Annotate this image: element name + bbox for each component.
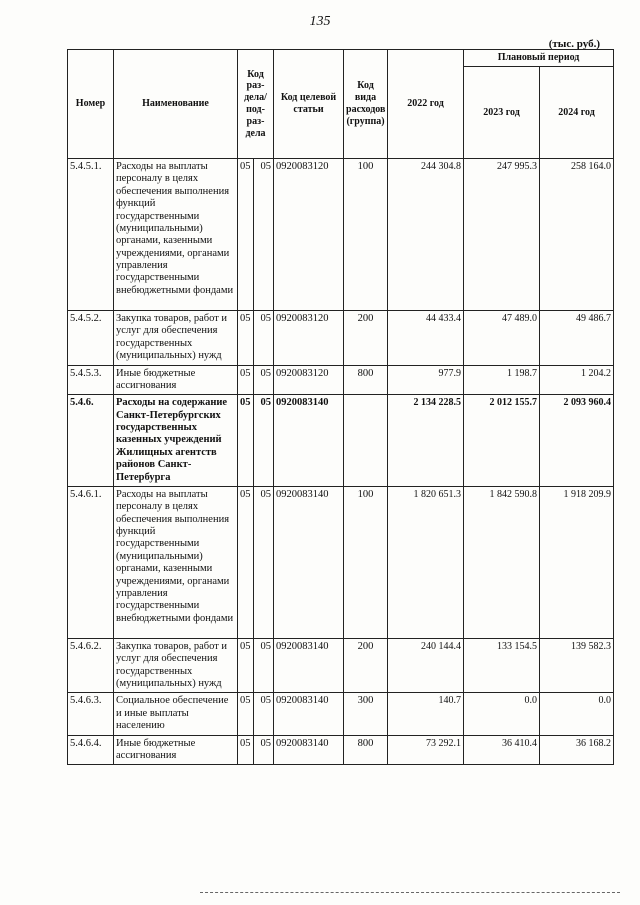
row-amount-2023: 1 842 590.8 bbox=[464, 486, 540, 638]
row-subsection-code: 05 bbox=[254, 159, 274, 311]
row-target-code: 0920083140 bbox=[274, 395, 344, 487]
row-section-code: 05 bbox=[238, 311, 254, 366]
row-amount-2023: 36 410.4 bbox=[464, 735, 540, 765]
header-number: Номер bbox=[68, 50, 114, 159]
row-subsection-code: 05 bbox=[254, 395, 274, 487]
row-amount-2023: 247 995.3 bbox=[464, 159, 540, 311]
row-section-code: 05 bbox=[238, 735, 254, 765]
row-name: Расходы на выплаты персоналу в целях обеспечения выполнения функций государственными (муниципальными) органами, казенными учреждениями, органами управления государственными внебюджетными фондами bbox=[114, 159, 238, 311]
row-subsection-code: 05 bbox=[254, 638, 274, 693]
units-label: (тыс. руб.) bbox=[548, 38, 600, 50]
row-expense-type: 200 bbox=[344, 311, 388, 366]
row-target-code: 0920083140 bbox=[274, 486, 344, 638]
header-target: Код целевой статьи bbox=[274, 50, 344, 159]
row-target-code: 0920083140 bbox=[274, 735, 344, 765]
row-number: 5.4.5.1. bbox=[68, 159, 114, 311]
table-row bbox=[68, 159, 614, 311]
header-section: Код раз-дела/ под-раз-дела bbox=[238, 50, 274, 159]
row-target-code: 0920083120 bbox=[274, 159, 344, 311]
page-number: 135 bbox=[309, 14, 331, 29]
row-amount-2024: 1 204.2 bbox=[540, 365, 614, 395]
row-section-code: 05 bbox=[238, 159, 254, 311]
table-row bbox=[68, 735, 614, 765]
row-target-code: 0920083120 bbox=[274, 365, 344, 395]
row-amount-2022: 977.9 bbox=[388, 365, 464, 395]
header-year-2023: 2023 год bbox=[464, 67, 540, 159]
row-section-code: 05 bbox=[238, 365, 254, 395]
row-number: 5.4.5.3. bbox=[68, 365, 114, 395]
row-name: Иные бюджетные ассигнования bbox=[114, 735, 238, 765]
row-amount-2022: 244 304.8 bbox=[388, 159, 464, 311]
row-target-code: 0920083140 bbox=[274, 638, 344, 693]
row-number: 5.4.6.1. bbox=[68, 486, 114, 638]
table-row bbox=[68, 486, 614, 638]
row-amount-2022: 44 433.4 bbox=[388, 311, 464, 366]
table-row bbox=[68, 693, 614, 735]
row-name: Социальное обеспечение и иные выплаты населению bbox=[114, 693, 238, 735]
table-row bbox=[68, 365, 614, 395]
row-section-code: 05 bbox=[238, 486, 254, 638]
row-amount-2024: 36 168.2 bbox=[540, 735, 614, 765]
row-amount-2024: 0.0 bbox=[540, 693, 614, 735]
row-subsection-code: 05 bbox=[254, 486, 274, 638]
row-expense-type: 200 bbox=[344, 638, 388, 693]
row-number: 5.4.6.3. bbox=[68, 693, 114, 735]
row-target-code: 0920083140 bbox=[274, 693, 344, 735]
row-amount-2022: 140.7 bbox=[388, 693, 464, 735]
row-subsection-code: 05 bbox=[254, 693, 274, 735]
row-expense-type bbox=[344, 395, 388, 487]
row-number: 5.4.6.2. bbox=[68, 638, 114, 693]
footer-divider bbox=[200, 892, 620, 893]
row-amount-2023: 133 154.5 bbox=[464, 638, 540, 693]
row-subsection-code: 05 bbox=[254, 311, 274, 366]
row-name: Расходы на выплаты персоналу в целях обеспечения выполнения функций государственными (муниципальными) органами, казенными учреждениями, органами управления государственными внебюджетными фондами bbox=[114, 486, 238, 638]
row-expense-type: 800 bbox=[344, 735, 388, 765]
row-name: Закупка товаров, работ и услуг для обеспечения государственных (муниципальных) нужд bbox=[114, 638, 238, 693]
row-amount-2024: 1 918 209.9 bbox=[540, 486, 614, 638]
row-subsection-code: 05 bbox=[254, 365, 274, 395]
row-name: Закупка товаров, работ и услуг для обеспечения государственных (муниципальных) нужд bbox=[114, 311, 238, 366]
table-row bbox=[68, 395, 614, 487]
budget-table bbox=[67, 49, 614, 765]
row-subsection-code: 05 bbox=[254, 735, 274, 765]
table-row bbox=[68, 311, 614, 366]
row-section-code: 05 bbox=[238, 693, 254, 735]
header-planned-period: Плановый период bbox=[464, 50, 614, 67]
row-amount-2024: 49 486.7 bbox=[540, 311, 614, 366]
row-amount-2023: 0.0 bbox=[464, 693, 540, 735]
header-expense-type: Код вида расходов (группа) bbox=[344, 50, 388, 159]
table-body bbox=[68, 159, 614, 765]
row-expense-type: 800 bbox=[344, 365, 388, 395]
row-section-code: 05 bbox=[238, 638, 254, 693]
row-target-code: 0920083120 bbox=[274, 311, 344, 366]
row-number: 5.4.6.4. bbox=[68, 735, 114, 765]
row-amount-2022: 240 144.4 bbox=[388, 638, 464, 693]
header-year-2024: 2024 год bbox=[540, 67, 614, 159]
row-amount-2022: 73 292.1 bbox=[388, 735, 464, 765]
row-section-code: 05 bbox=[238, 395, 254, 487]
row-name: Иные бюджетные ассигнования bbox=[114, 365, 238, 395]
row-expense-type: 100 bbox=[344, 159, 388, 311]
header-name: Наименование bbox=[114, 50, 238, 159]
row-number: 5.4.6. bbox=[68, 395, 114, 487]
row-amount-2024: 2 093 960.4 bbox=[540, 395, 614, 487]
row-amount-2023: 47 489.0 bbox=[464, 311, 540, 366]
row-amount-2023: 2 012 155.7 bbox=[464, 395, 540, 487]
row-name: Расходы на содержание Санкт-Петербургских государственных казенных учреждений Жилищных агентств районов Санкт-Петербурга bbox=[114, 395, 238, 487]
row-amount-2024: 258 164.0 bbox=[540, 159, 614, 311]
row-amount-2023: 1 198.7 bbox=[464, 365, 540, 395]
row-expense-type: 300 bbox=[344, 693, 388, 735]
row-amount-2024: 139 582.3 bbox=[540, 638, 614, 693]
row-amount-2022: 2 134 228.5 bbox=[388, 395, 464, 487]
row-number: 5.4.5.2. bbox=[68, 311, 114, 366]
table-row bbox=[68, 638, 614, 693]
header-year-2022: 2022 год bbox=[388, 50, 464, 159]
row-amount-2022: 1 820 651.3 bbox=[388, 486, 464, 638]
row-expense-type: 100 bbox=[344, 486, 388, 638]
